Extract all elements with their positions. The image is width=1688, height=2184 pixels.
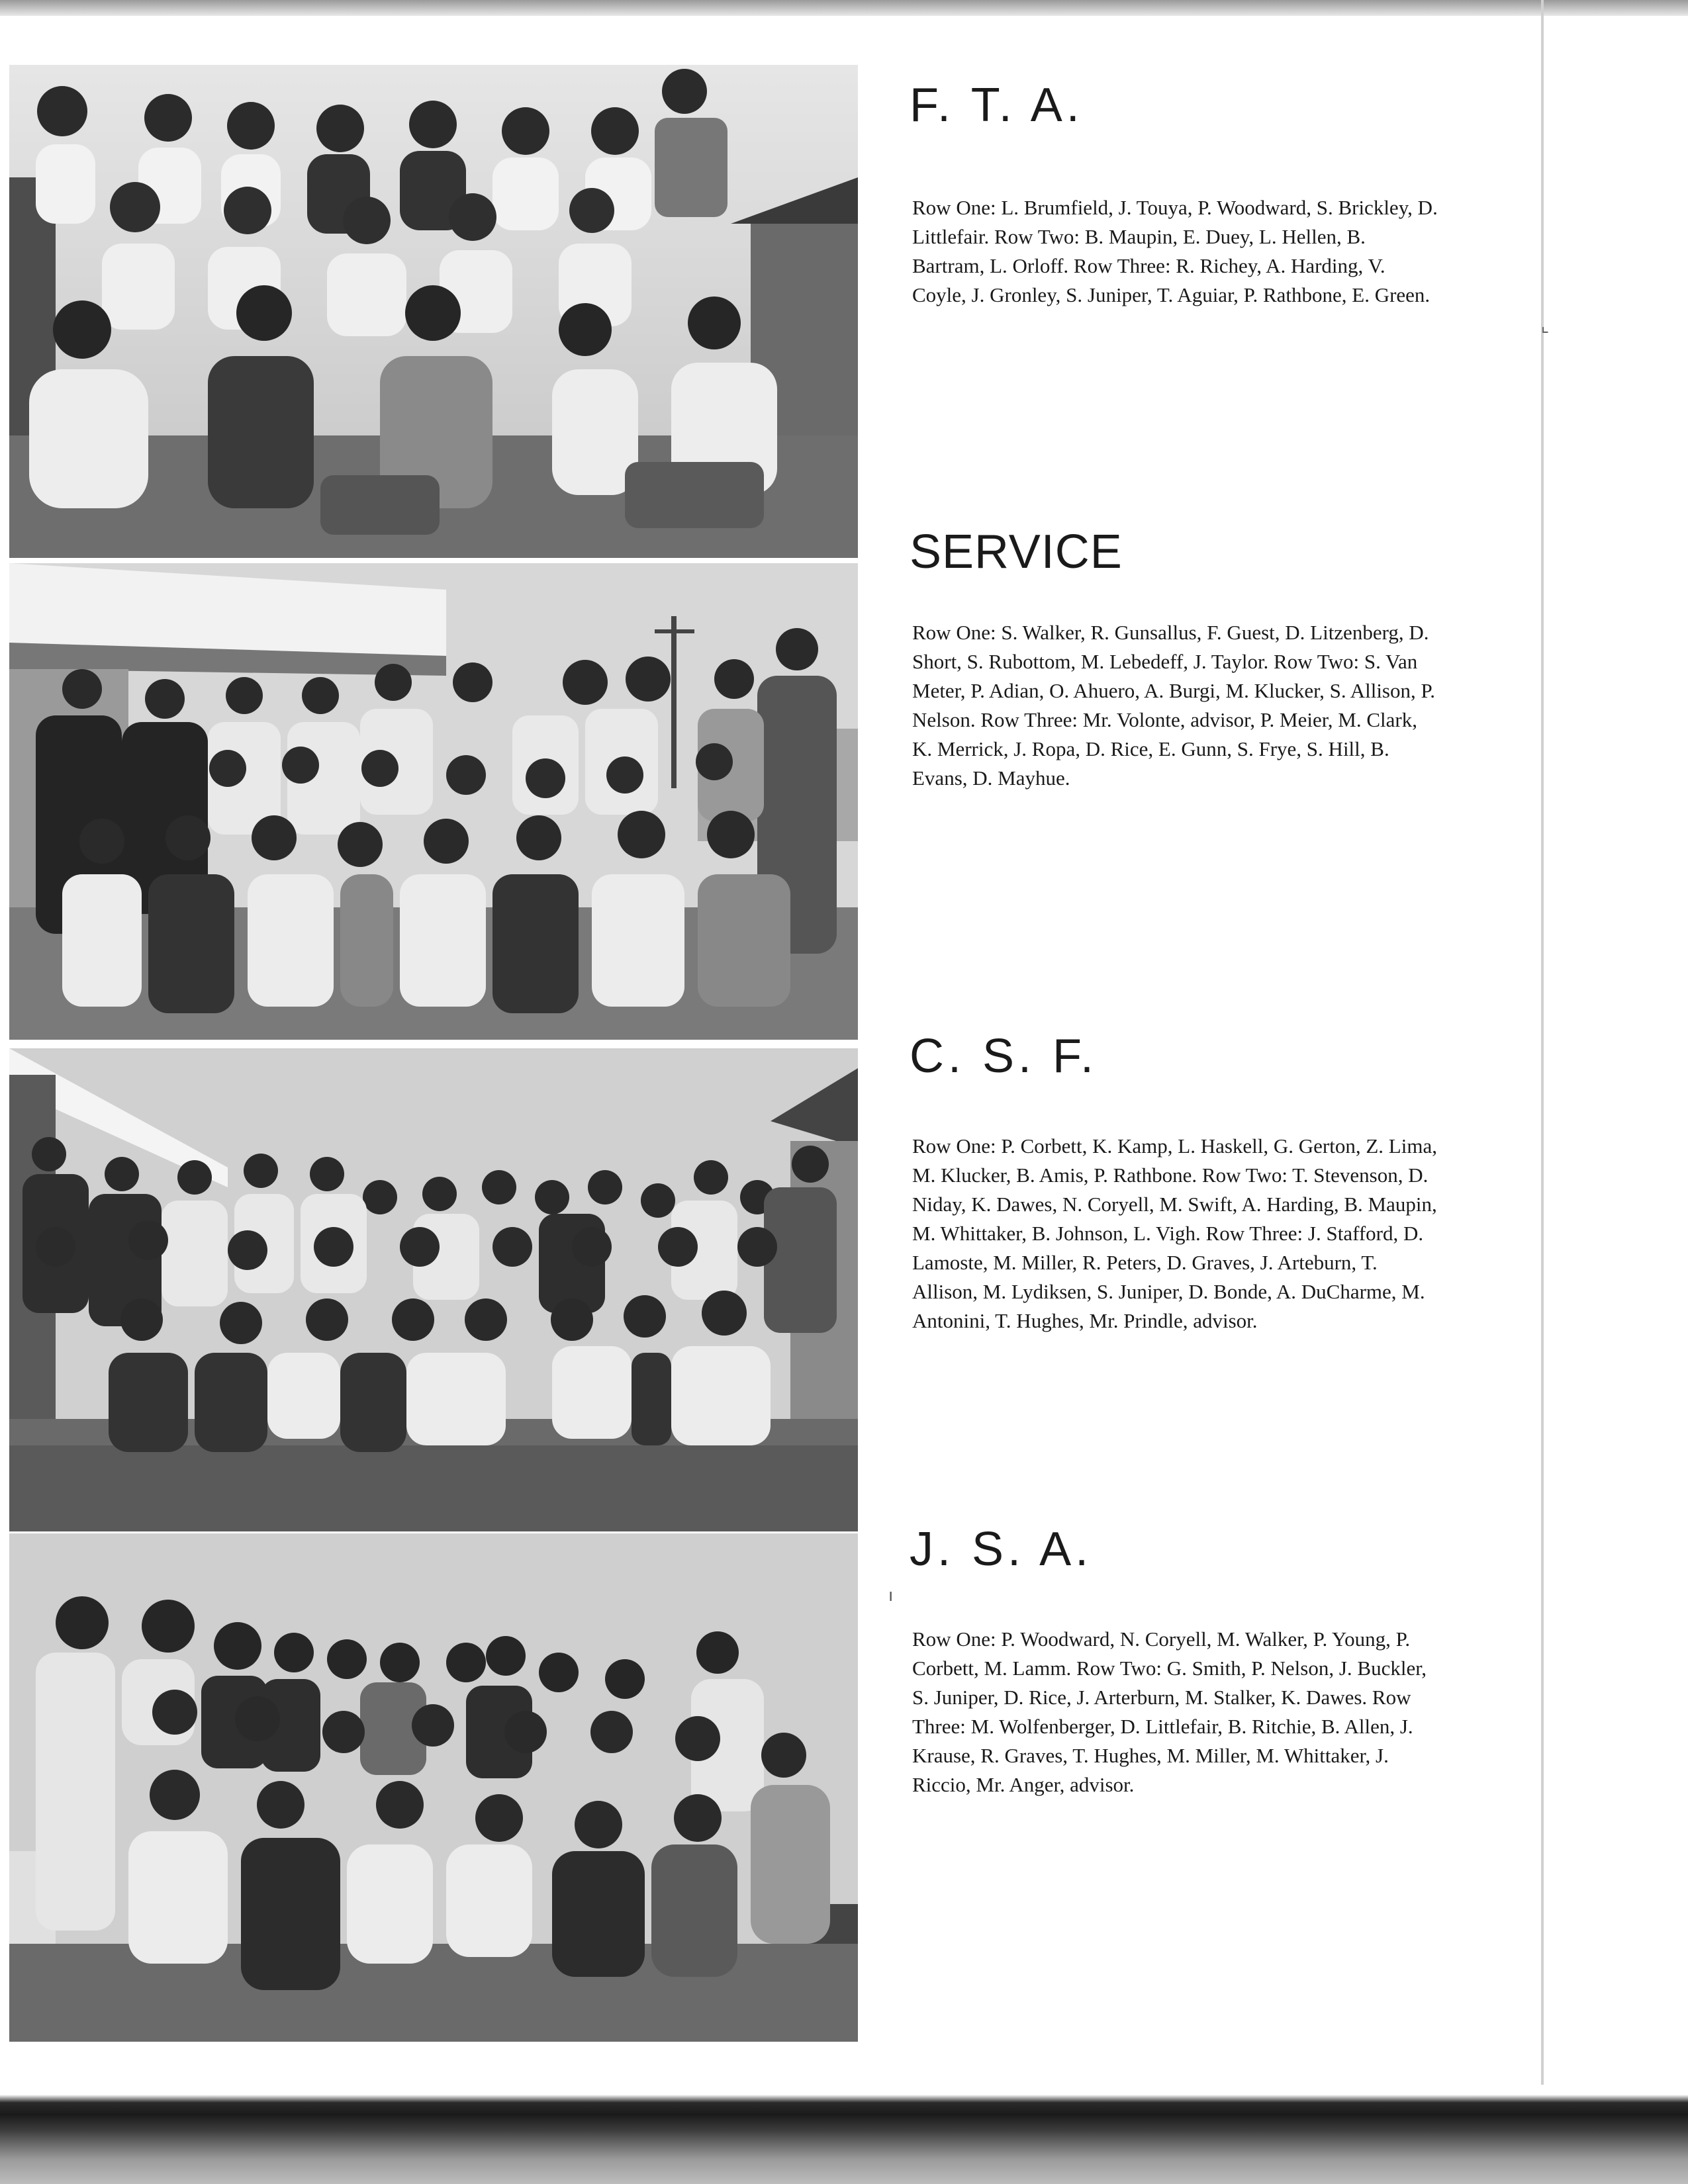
fta-heading: F. T. A.	[910, 79, 1084, 132]
fta-group-photo	[9, 65, 858, 558]
scan-edge-bottom	[0, 2085, 1688, 2184]
service-heading: SERVICE	[910, 525, 1123, 578]
fta-caption: Row One: L. Brumfield, J. Touya, P. Woodward, S. Brickley, D. Littlefair. Row Two: B. Maupin, E. Duey, L. Hellen, B. Bartram, L. Orloff. Row Three: R. Richey, A. Harding, V. Coyle, J. Gronley, S. Juniper, T. Aguiar, P. Rathbone, E. Green.	[912, 196, 1438, 306]
scan-speck-mark: ⌞	[1541, 316, 1550, 336]
csf-heading: C. S. F.	[910, 1030, 1098, 1083]
scan-tick-mark: ı	[888, 1586, 894, 1606]
jsa-caption: Row One: P. Woodward, N. Coryell, M. Walker, P. Young, P. Corbett, M. Lamm. Row Two: G. Smith, P. Nelson, J. Buckler, S. Juniper, D. Rice, J. Arterburn, M. Stalker, K. Dawes. Row Three: M. Wolfenberger, D. Littlefair, B. Ritchie, B. Allen, J. Krause, R. Graves, T. Hughes, M. Miller, M. Whittaker, J. Riccio, Mr. Anger, advisor.	[912, 1627, 1427, 1796]
csf-group-photo	[9, 1048, 858, 1531]
jsa-group-photo	[9, 1533, 858, 2042]
service-caption: Row One: S. Walker, R. Gunsallus, F. Guest, D. Litzenberg, D. Short, S. Rubottom, M. Lebedeff, J. Taylor. Row Two: S. Van Meter, P. Adian, O. Ahuero, A. Burgi, M. Klucker, S. Allison, P. Nelson. Row Three: Mr. Volonte, advisor, P. Meier, M. Clark, K. Merrick, J. Ropa, D. Rice, E. Gunn, S. Frye, S. Hill, B. Evans, D. Mayhue.	[912, 621, 1436, 790]
jsa-heading: J. S. A.	[910, 1523, 1093, 1576]
csf-caption: Row One: P. Corbett, K. Kamp, L. Haskell, G. Gerton, Z. Lima, M. Klucker, B. Amis, P. Rathbone. Row Two: T. Stevenson, D. Niday, K. Dawes, N. Coryell, M. Swift, A. Harding, B. Maupin, M. Whittaker, B. Johnson, L. Vigh. Row Three: J. Stafford, D. Lamoste, M. Miller, R. Peters, D. Graves, J. Arteburn, T. Allison, M. Lydiksen, S. Juniper, D. Bonde, A. DuCharme, M. Antonini, T. Hughes, Mr. Prindle, advisor.	[912, 1134, 1437, 1332]
service-group-photo	[9, 563, 858, 1040]
scan-edge-top	[0, 0, 1688, 16]
